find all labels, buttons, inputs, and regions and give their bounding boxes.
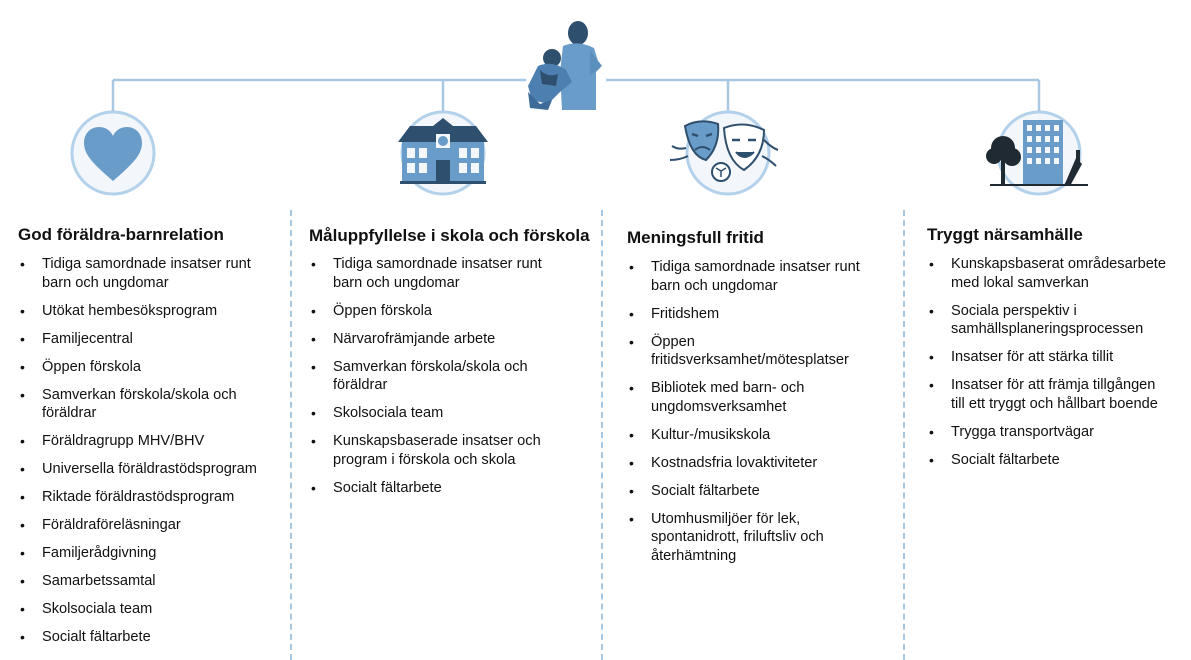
column-divider-2 bbox=[601, 210, 603, 660]
list-item: • Sociala perspektiv i samhällsplaneringsprocessen bbox=[927, 302, 1166, 339]
column-parent-child-relation bbox=[0, 0, 290, 660]
list-item: • Utökat hembesöksprogram bbox=[18, 302, 257, 321]
list-item: • Bibliotek med barn- och ungdomsverksamhet bbox=[627, 379, 860, 416]
list-item: • Kostnadsfria lovaktiviteter bbox=[627, 454, 860, 473]
list-item: • Närvarofrämjande arbete bbox=[309, 330, 542, 349]
list-item: • Skolsociala team bbox=[309, 404, 542, 423]
list-item: • Föräldraföreläsningar bbox=[18, 516, 257, 535]
list-item: • Universella föräldrastödsprogram bbox=[18, 460, 257, 479]
list-item: • Trygga transportvägar bbox=[927, 423, 1166, 442]
column-title: Måluppfyllelse i skola och förskola bbox=[309, 226, 590, 245]
column-divider-3 bbox=[903, 210, 905, 660]
list-item: • Skolsociala team bbox=[18, 600, 257, 619]
list-item: • Föräldragrupp MHV/BHV bbox=[18, 432, 257, 451]
column-school-achievement bbox=[291, 0, 601, 660]
list-item: • Socialt fältarbete bbox=[18, 628, 257, 647]
list-item: • Kultur-/musikskola bbox=[627, 426, 860, 445]
column-list bbox=[927, 255, 1166, 479]
list-item: • Kunskapsbaserat områdesarbete med lokal samverkan bbox=[927, 255, 1166, 292]
list-item: • Familjerådgivning bbox=[18, 544, 257, 563]
list-item: • Samarbetssamtal bbox=[18, 572, 257, 591]
column-list bbox=[309, 255, 542, 507]
column-title: Meningsfull fritid bbox=[627, 228, 764, 247]
list-item: • Socialt fältarbete bbox=[627, 482, 860, 501]
column-title: God föräldra-barnrelation bbox=[18, 225, 224, 244]
list-item: • Tidiga samordnade insatser runt barn och ungdomar bbox=[627, 258, 860, 295]
list-item: • Öppen fritidsverksamhet/mötesplatser bbox=[627, 333, 860, 370]
list-item: • Utomhusmiljöer för lek, spontanidrott, friluftsliv och återhämtning bbox=[627, 510, 860, 566]
list-item: • Öppen förskola bbox=[18, 358, 257, 377]
list-item: • Familjecentral bbox=[18, 330, 257, 349]
list-item: • Socialt fältarbete bbox=[927, 451, 1166, 470]
list-item: • Samverkan förskola/skola och föräldrar bbox=[18, 386, 257, 423]
list-item: • Fritidshem bbox=[627, 305, 860, 324]
list-item: • Samverkan förskola/skola och föräldrar bbox=[309, 358, 542, 395]
column-list bbox=[627, 258, 860, 575]
list-item: • Insatser för att stärka tillit bbox=[927, 348, 1166, 367]
list-item: • Riktade föräldrastödsprogram bbox=[18, 488, 257, 507]
list-item: • Tidiga samordnade insatser runt barn och ungdomar bbox=[18, 255, 257, 292]
list-item: • Socialt fältarbete bbox=[309, 479, 542, 498]
list-item: • Öppen förskola bbox=[309, 302, 542, 321]
column-list bbox=[18, 255, 257, 656]
list-item: • Kunskapsbaserade insatser och program i förskola och skola bbox=[309, 432, 542, 469]
column-title: Tryggt närsamhälle bbox=[927, 225, 1083, 244]
column-safe-community bbox=[909, 0, 1191, 660]
list-item: • Tidiga samordnade insatser runt barn och ungdomar bbox=[309, 255, 542, 292]
column-meaningful-leisure bbox=[609, 0, 903, 660]
list-item: • Insatser för att främja tillgången till ett tryggt och hållbart boende bbox=[927, 376, 1166, 413]
